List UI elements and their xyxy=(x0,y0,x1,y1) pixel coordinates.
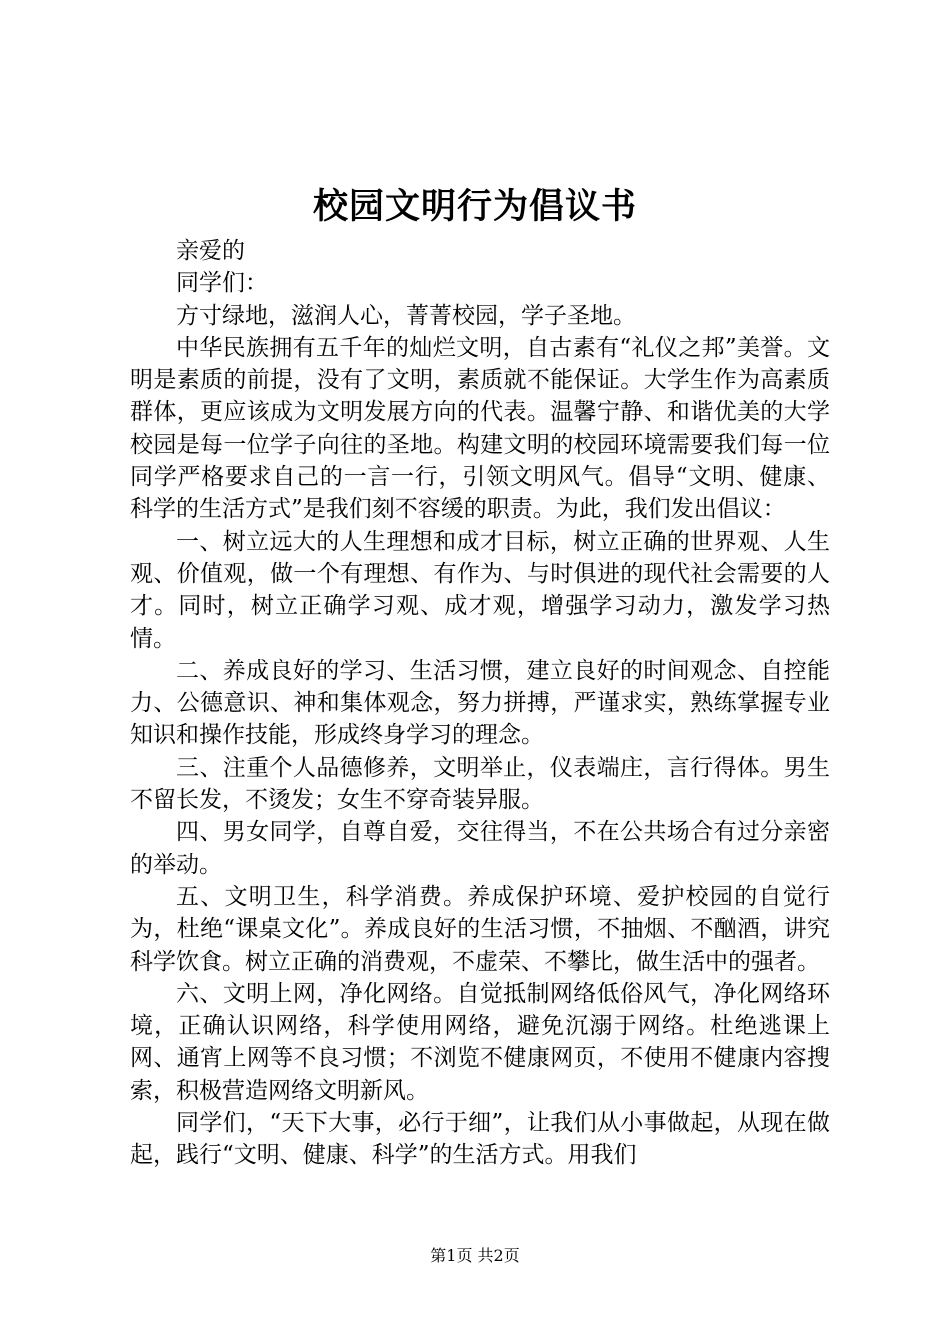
proposal-6: 六、文明上网，净化网络。自觉抵制网络低俗风气，净化网络环境，正确认识网络，科学使用网络，避免沉溺于网络。杜绝逃课上网、通宵上网等不良习惯；不浏览不健康网页，不使用不健康内容搜索，积极营造网络文明新风。 xyxy=(130,980,830,1104)
greeting-line-2: 同学们： xyxy=(176,270,268,297)
proposal-1: 一、树立远大的人生理想和成才目标，树立正确的世界观、人生观、价值观，做一个有理想、有作为、与时俱进的现代社会需要的人才。同时，树立正确学习观、成才观，增强学习动力，激发学习热情。 xyxy=(130,528,830,652)
document-body xyxy=(130,235,830,1172)
proposal-4: 四、男女同学，自尊自爱，交往得当，不在公共场合有过分亲密的举动。 xyxy=(130,819,830,878)
opening-paragraph: 方寸绿地，滋润人心，菁菁校园，学子圣地。 xyxy=(176,302,636,329)
page-number-footer: 第1页 共2页 xyxy=(430,1246,520,1265)
intro-paragraph: 中华民族拥有五千年的灿烂文明，自古素有“礼仪之邦”美誉。文明是素质的前提，没有了文明，素质就不能保证。大学生作为高素质群体，更应该成为文明发展方向的代表。温馨宁静、和谐优美的大学校园是每一位学子向往的圣地。构建文明的校园环境需要我们每一位同学严格要求自己的一言一行，引领文明风气。倡导“文明、健康、科学的生活方式”是我们刻不容缓的职责。为此，我们发出倡议： xyxy=(130,334,830,523)
proposal-2: 二、养成良好的学习、生活习惯，建立良好的时间观念、自控能力、公德意识、神和集体观念，努力拼搏，严谨求实，熟练掌握专业知识和操作技能，形成终身学习的理念。 xyxy=(130,657,830,749)
proposal-3: 三、注重个人品德修养，文明举止，仪表端庄，言行得体。男生不留长发，不烫发；女生不穿奇装异服。 xyxy=(130,754,830,814)
closing-paragraph: 同学们，“天下大事，必行于细”，让我们从小事做起，从现在做起，践行“文明、健康、科学”的生活方式。用我们 xyxy=(130,1110,830,1169)
document-title: 校园文明行为倡议书 xyxy=(312,186,637,227)
greeting-line-1: 亲爱的 xyxy=(176,238,245,264)
proposal-5: 五、文明卫生，科学消费。养成保护环境、爱护校园的自觉行为，杜绝“课桌文化”。养成良好的生活习惯，不抽烟、不酗酒，讲究科学饮食。树立正确的消费观，不虚荣、不攀比，做生活中的强者。 xyxy=(130,883,830,975)
